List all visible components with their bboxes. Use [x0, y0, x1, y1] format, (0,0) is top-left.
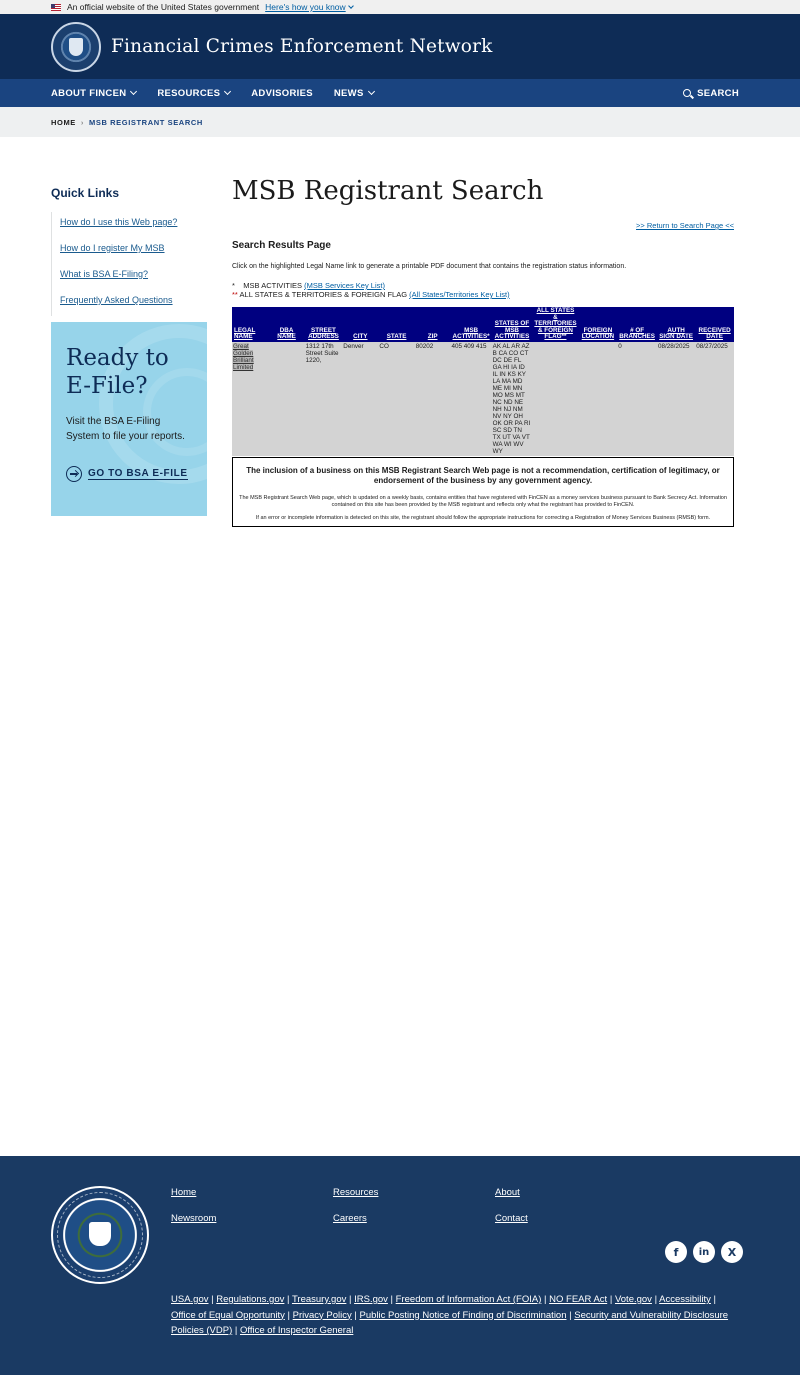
go-to-bsa-efile-link[interactable] — [66, 466, 192, 482]
legal-name-link[interactable]: Great Golden Brilliant Limited — [233, 342, 254, 371]
col-zip[interactable]: ZIP — [415, 307, 451, 342]
footer-link-resources[interactable]: Resources — [333, 1187, 379, 1198]
legend-states-text: ALL STATES & TERRITORIES & FOREIGN FLAG — [239, 290, 408, 299]
cell-auth-sign-date: 08/28/2025 — [657, 342, 695, 456]
nav-label: NEWS — [333, 87, 364, 99]
gov-link[interactable]: Freedom of Information Act (FOIA) — [395, 1294, 542, 1305]
link-separator: | — [387, 1294, 396, 1305]
sidebar — [51, 186, 207, 516]
quick-links-title: Quick Links — [51, 186, 120, 200]
states-territories-key-list-link[interactable]: (All States/Territories Key List) — [409, 290, 510, 299]
x-twitter-icon[interactable]: X — [721, 1241, 743, 1263]
efile-title — [66, 344, 192, 400]
footer-link-careers[interactable]: Careers — [333, 1213, 367, 1224]
gov-link[interactable]: Security and Vulnerability Disclosure Policies (VDP) — [171, 1309, 729, 1336]
gov-link[interactable]: Public Posting Notice of Finding of Discrimination — [359, 1309, 567, 1321]
msb-services-key-list-link[interactable]: (MSB Services Key List) — [304, 281, 385, 290]
col-city[interactable]: CITY — [342, 307, 378, 342]
cell-branches: 0 — [617, 342, 657, 456]
main-content — [232, 176, 734, 527]
col-dba-name[interactable]: DBA NAME — [268, 307, 304, 342]
disclaimer-box — [232, 457, 734, 527]
cell-state: CO — [378, 342, 414, 456]
nav-resources[interactable] — [157, 88, 230, 99]
chevron-down-icon — [368, 88, 375, 95]
col-foreign-location[interactable]: FOREIGN LOCATION — [579, 307, 618, 342]
table-header-row — [232, 307, 734, 342]
nav-label: ABOUT FINCEN — [51, 87, 127, 99]
return-to-search-link[interactable]: >> Return to Search Page << — [636, 221, 734, 230]
gov-links — [171, 1292, 743, 1339]
link-separator: | — [346, 1294, 355, 1305]
us-flag-icon — [51, 4, 61, 11]
link-separator: | — [566, 1309, 575, 1321]
col-msb-activities[interactable]: MSB ACTIVITIES* — [451, 307, 492, 342]
chevron-down-icon — [348, 3, 354, 9]
cell-dba-name — [268, 342, 304, 456]
heres-how-you-know-link[interactable]: Here's how you know — [265, 2, 346, 12]
gov-banner-text: An official website of the United States government — [67, 2, 260, 12]
link-separator: | — [351, 1309, 360, 1321]
legend-msb-text: MSB ACTIVITIES — [243, 281, 303, 290]
cell-all-states — [532, 342, 578, 456]
chevron-down-icon — [224, 88, 231, 95]
instructions-text: Click on the highlighted Legal Name link to generate a printable PDF document that contains the registration status information. — [232, 263, 627, 270]
link-separator: | — [710, 1294, 717, 1305]
nav-advisories[interactable] — [251, 88, 313, 99]
breadcrumb-home[interactable]: HOME — [51, 117, 76, 127]
quick-links-list — [51, 212, 207, 316]
nav-news[interactable] — [334, 88, 374, 99]
gov-link[interactable]: Office of Inspector General — [240, 1325, 354, 1336]
cell-msb-activities: 405 409 415 — [451, 342, 492, 456]
footer-link-newsroom[interactable]: Newsroom — [171, 1213, 217, 1224]
footer-link-contact[interactable]: Contact — [495, 1213, 528, 1224]
gov-link[interactable]: NO FEAR Act — [549, 1294, 608, 1305]
footer-link-home[interactable]: Home — [171, 1187, 197, 1198]
col-received-date[interactable]: RECEIVED DATE — [695, 307, 734, 342]
gov-banner — [0, 0, 800, 14]
col-states-of-msb[interactable]: STATES OF MSB ACTIVITIES — [492, 307, 533, 342]
disclaimer-p1: The MSB Registrant Search Web page, which is updated on a weekly basis, contains entities that have registered with FinCEN as a money services business pursuant to Bank Secrecy Act. Information contained on this site has been provided by the MSB registrant and reflects only what the registrant has provided to FinCEN. — [239, 494, 727, 508]
link-separator: | — [208, 1294, 217, 1305]
quick-link-use-web-page[interactable]: How do I use this Web page? — [60, 217, 178, 227]
site-title[interactable]: Financial Crimes Enforcement Network — [111, 36, 493, 57]
link-separator: | — [284, 1309, 293, 1321]
linkedin-icon[interactable]: in — [693, 1241, 715, 1263]
footer-link-about[interactable]: About — [495, 1187, 520, 1198]
cell-street: 1312 17th Street Suite 1220, — [305, 342, 343, 456]
cell-states-of-msb: AK AL AR AZ B CA CO CT DC DE FL GA HI IA ID IL IN KS KY LA MA MD ME MI MN MO MS MT NC ND NE NH NJ NM NV NY OH OK OR PA RI SC SD TN TX UT VA VT WA WI WV WY — [492, 342, 533, 456]
chevron-down-icon — [130, 88, 137, 95]
col-auth-sign-date[interactable]: AUTH SIGN DATE — [657, 307, 695, 342]
disclaimer-p2: If an error or incomplete information is detected on this site, the registrant should follow the appropriate instructions for correcting a Registration of Money Services Business (RMSB) form. — [255, 514, 711, 521]
nav-label: RESOURCES — [157, 87, 221, 99]
search-icon — [683, 89, 691, 97]
link-separator: | — [607, 1294, 615, 1305]
table-row — [232, 342, 734, 456]
nav-about-fincen[interactable] — [51, 88, 136, 99]
gov-link[interactable]: Treasury.gov — [291, 1294, 347, 1305]
gov-link[interactable]: Vote.gov — [614, 1294, 652, 1305]
msb-activities-legend — [232, 281, 734, 290]
legend-star: ** — [232, 290, 238, 299]
search-button[interactable] — [683, 88, 739, 99]
col-branches[interactable]: # OF BRANCHES — [617, 307, 657, 342]
col-street-address[interactable]: STREET ADDRESS — [305, 307, 343, 342]
cell-foreign-location — [579, 342, 618, 456]
link-separator: | — [232, 1325, 240, 1336]
efile-title-line2: E-File? — [66, 373, 148, 399]
link-separator: | — [541, 1294, 550, 1305]
search-label: SEARCH — [697, 87, 739, 99]
link-separator: | — [651, 1294, 660, 1305]
gov-link[interactable]: IRS.gov — [354, 1294, 388, 1305]
efile-title-line1: Ready to — [66, 345, 169, 371]
gov-link[interactable]: Regulations.gov — [216, 1294, 285, 1305]
legend — [232, 281, 734, 299]
cell-legal-name — [232, 342, 268, 456]
gov-link[interactable]: Accessibility — [659, 1294, 711, 1305]
gov-link[interactable]: USA.gov — [171, 1294, 209, 1305]
efile-text: Visit the BSA E-Filing System to file your reports. — [66, 416, 185, 442]
col-legal-name[interactable]: LEGAL NAME — [232, 307, 268, 342]
results-heading: Search Results Page — [232, 240, 331, 251]
cell-zip: 80202 — [415, 342, 451, 456]
fincen-seal-icon — [51, 1186, 149, 1284]
legend-star: * — [232, 281, 235, 290]
states-legend — [232, 290, 734, 299]
quick-link-bsa-efiling[interactable]: What is BSA E-Filing? — [60, 269, 149, 279]
chevron-right-icon: › — [80, 117, 85, 127]
col-state[interactable]: STATE — [378, 307, 414, 342]
gov-link[interactable]: Office of Equal Opportunity — [171, 1309, 285, 1321]
fincen-seal-logo[interactable] — [51, 22, 101, 72]
quick-link-register-msb[interactable]: How do I register My MSB — [60, 243, 165, 253]
cell-city: Denver — [342, 342, 378, 456]
breadcrumb — [0, 107, 800, 137]
site-footer — [0, 1156, 800, 1375]
breadcrumb-current[interactable]: MSB REGISTRANT SEARCH — [89, 117, 203, 127]
page-title: MSB Registrant Search — [232, 176, 544, 206]
facebook-icon[interactable]: f — [665, 1241, 687, 1263]
nav-label: ADVISORIES — [251, 87, 313, 99]
arrow-right-circle-icon — [66, 466, 82, 482]
site-header — [0, 14, 800, 79]
efile-promo — [51, 322, 207, 516]
main-nav — [0, 79, 800, 107]
col-all-states[interactable]: ALL STATES & TERRITORIES & FOREIGN FLAG** — [534, 307, 577, 340]
efile-cta-label: GO TO BSA E-FILE — [88, 468, 188, 479]
disclaimer-bold: The inclusion of a business on this MSB Registrant Search Web page is not a recommendation, certification of legitimacy, or endorsement of the business by any government agency. — [246, 465, 720, 485]
gov-link[interactable]: Privacy Policy — [292, 1309, 352, 1321]
link-separator: | — [284, 1294, 292, 1305]
cell-received-date: 08/27/2025 — [695, 342, 734, 456]
quick-link-faq[interactable]: Frequently Asked Questions — [60, 295, 173, 305]
results-table — [232, 307, 734, 456]
